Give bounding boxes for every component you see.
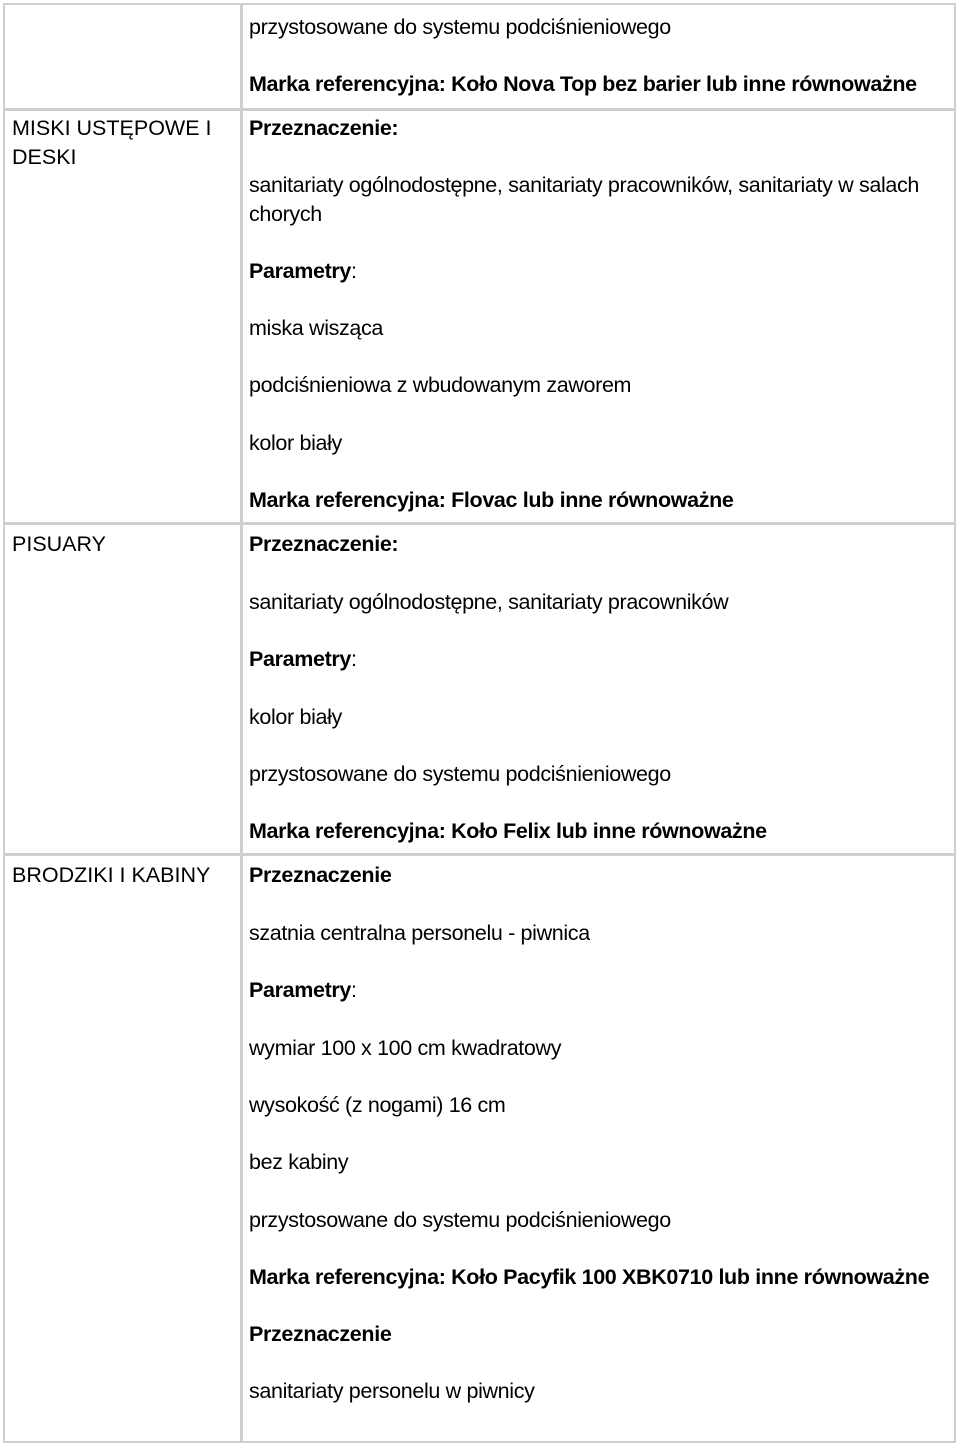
marka-line: Marka referencyjna: Koło Pacyfik 100 XBK0710 lub inne równoważne bbox=[249, 1265, 930, 1289]
category-pisuary: PISUARY bbox=[12, 532, 106, 556]
param-line: miska wisząca bbox=[249, 316, 384, 340]
param-line: przystosowane do systemu podciśnieniowego bbox=[249, 762, 671, 786]
parametry-label-text: Parametry bbox=[249, 978, 352, 1002]
param-line: bez kabiny bbox=[249, 1150, 349, 1174]
category-miski: MISKI USTĘPOWE I DESKI bbox=[12, 116, 212, 169]
parametry-label: Parametry: bbox=[249, 647, 357, 671]
param-line: kolor biały bbox=[249, 431, 342, 455]
param-line: wymiar 100 x 100 cm kwadratowy bbox=[249, 1036, 562, 1060]
row-divider bbox=[3, 108, 956, 111]
row-divider bbox=[3, 853, 956, 856]
top-cell-line: przystosowane do systemu podciśnieniowego bbox=[249, 15, 671, 39]
przeznaczenie-label: Przeznaczenie: bbox=[249, 532, 399, 556]
param-line: przystosowane do systemu podciśnieniowego bbox=[249, 1208, 671, 1232]
przeznaczenie-value: sanitariaty personelu w piwnicy bbox=[249, 1379, 535, 1403]
parametry-label: Parametry: bbox=[249, 978, 357, 1002]
parametry-label: Parametry: bbox=[249, 259, 357, 283]
param-line: podciśnieniowa z wbudowanym zaworem bbox=[249, 373, 632, 397]
parametry-label-text: Parametry bbox=[249, 647, 352, 671]
param-line: kolor biały bbox=[249, 705, 342, 729]
przeznaczenie-label: Przeznaczenie: bbox=[249, 116, 399, 140]
column-divider bbox=[240, 3, 243, 1443]
marka-line: Marka referencyjna: Flovac lub inne równoważne bbox=[249, 488, 734, 512]
row-divider bbox=[3, 522, 956, 525]
category-brodziki: BRODZIKI I KABINY bbox=[12, 863, 211, 887]
param-line: wysokość (z nogami) 16 cm bbox=[249, 1093, 506, 1117]
przeznaczenie-value: sanitariaty ogólnodostępne, sanitariaty pracowników, sanitariaty w salach chorych bbox=[249, 173, 919, 226]
przeznaczenie-value: szatnia centralna personelu - piwnica bbox=[249, 921, 590, 945]
top-cell-marka: Marka referencyjna: Koło Nova Top bez barier lub inne równoważne bbox=[249, 72, 917, 96]
przeznaczenie-value: sanitariaty ogólnodostępne, sanitariaty pracowników bbox=[249, 590, 729, 614]
przeznaczenie-label: Przeznaczenie bbox=[249, 863, 392, 887]
marka-line: Marka referencyjna: Koło Felix lub inne równoważne bbox=[249, 819, 767, 843]
przeznaczenie-label: Przeznaczenie bbox=[249, 1322, 392, 1346]
parametry-label-text: Parametry bbox=[249, 259, 352, 283]
